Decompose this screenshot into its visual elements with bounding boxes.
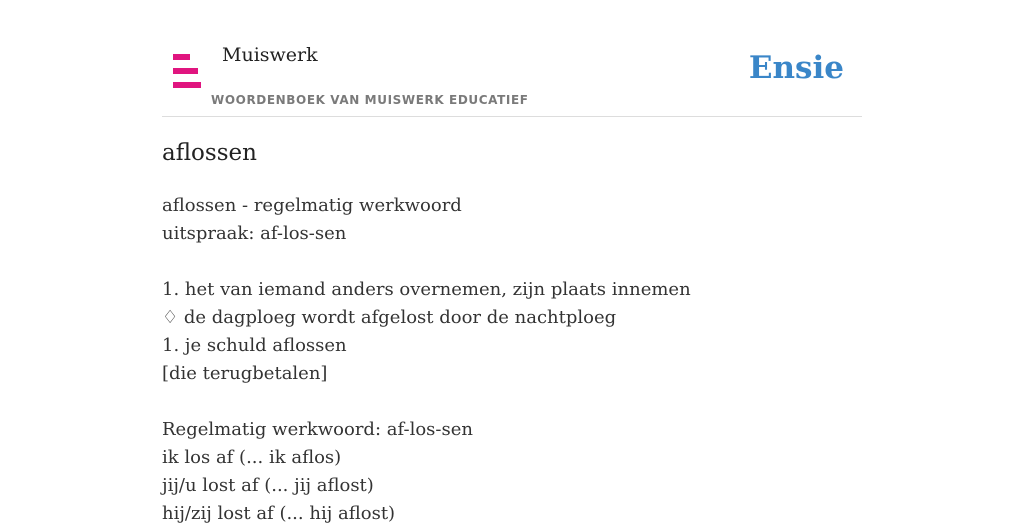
conjugation-heading: Regelmatig werkwoord: af-los-sen <box>162 419 473 440</box>
definition-line-example: ♢ de dagploeg wordt afgelost door de nachtploeg <box>162 307 617 328</box>
conjugation-line: ik los af (... ik aflos) <box>162 447 342 468</box>
definition-line-explanation: [die terugbetalen] <box>162 363 328 384</box>
definition-line-meaning: 1. het van iemand anders overnemen, zijn plaats innemen <box>162 279 691 300</box>
conjugation-line: hij/zij lost af (... hij aflost) <box>162 503 396 524</box>
conjugation-line: jij/u lost af (... jij aflost) <box>162 475 374 496</box>
site-subtitle: WOORDENBOEK VAN MUISWERK EDUCATIEF <box>211 93 529 107</box>
definition-line-blank <box>162 388 862 416</box>
entry-definition <box>162 192 862 528</box>
site-name-link[interactable]: Muiswerk <box>222 44 318 66</box>
definition-line-blank <box>162 248 862 276</box>
definition-line-meaning: 1. je schuld aflossen <box>162 335 347 356</box>
definition-line-pronunciation: uitspraak: af-los-sen <box>162 223 347 244</box>
page-container <box>162 0 862 524</box>
muiswerk-logo-icon[interactable] <box>173 54 201 88</box>
site-header <box>162 0 862 117</box>
entry-title: aflossen <box>162 140 257 166</box>
ensie-logo-link[interactable]: Ensie <box>748 50 844 86</box>
definition-line-wordclass: aflossen - regelmatig werkwoord <box>162 195 462 216</box>
